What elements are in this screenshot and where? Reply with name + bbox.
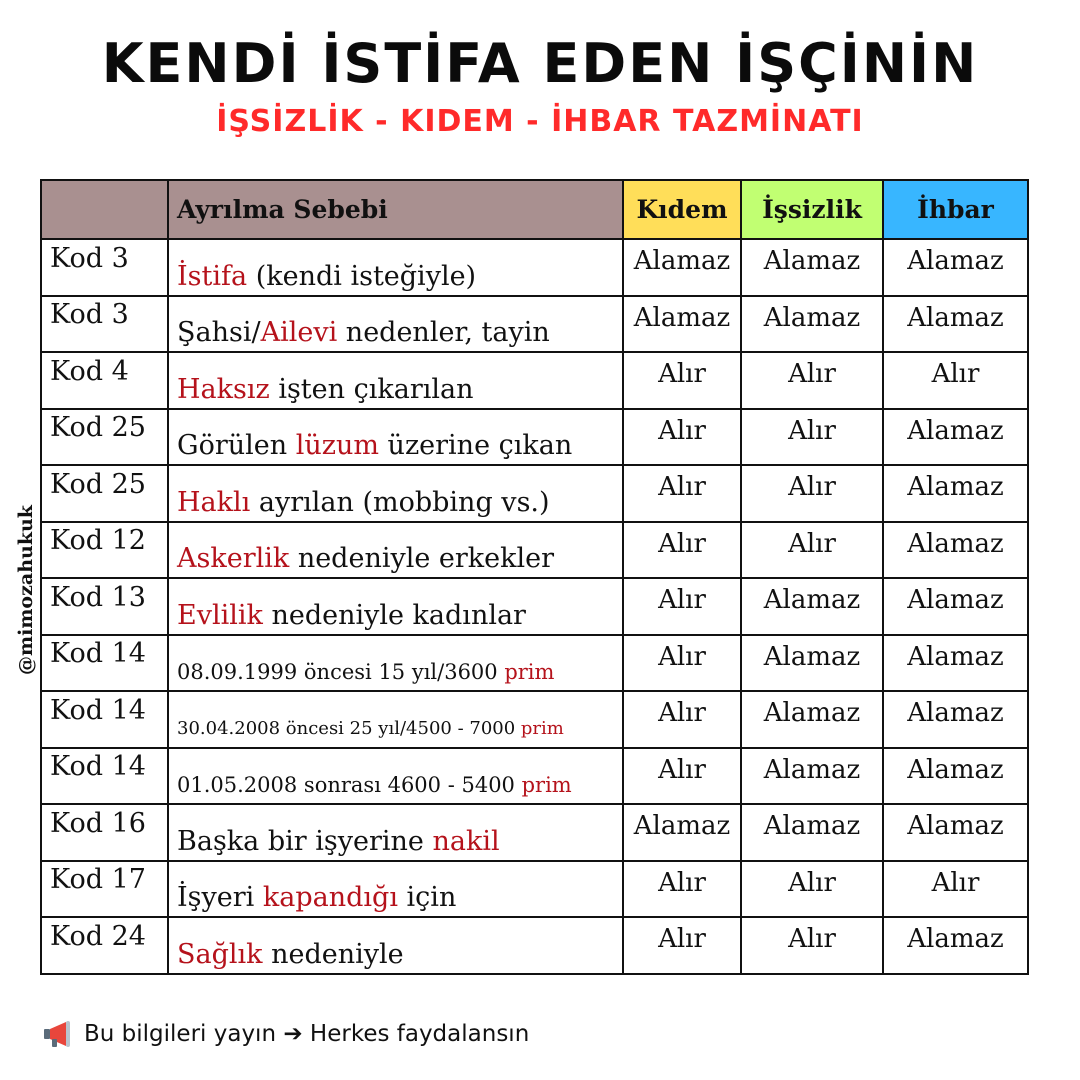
table-row bbox=[41, 578, 1028, 635]
reason-highlight: Askerlik bbox=[177, 543, 290, 575]
row-kidem: Alır bbox=[623, 578, 741, 635]
row-kod: Kod 25 bbox=[41, 465, 168, 522]
reason-text-post: için bbox=[397, 882, 457, 914]
table-row bbox=[41, 691, 1028, 748]
row-reason bbox=[168, 917, 623, 974]
row-kod: Kod 14 bbox=[41, 748, 168, 805]
row-ihbar: Alamaz bbox=[883, 578, 1028, 635]
side-handle: @mimozahukuk bbox=[15, 505, 37, 675]
row-issizlik: Alamaz bbox=[741, 578, 883, 635]
row-kod: Kod 14 bbox=[41, 691, 168, 748]
row-reason bbox=[168, 465, 623, 522]
row-kidem: Alır bbox=[623, 748, 741, 805]
row-reason bbox=[168, 409, 623, 466]
row-issizlik: Alamaz bbox=[741, 691, 883, 748]
row-kidem: Alır bbox=[623, 522, 741, 579]
table-row bbox=[41, 522, 1028, 579]
reason-text-pre: Şahsi/ bbox=[177, 317, 261, 349]
table-row bbox=[41, 635, 1028, 692]
reason-highlight: nakil bbox=[432, 825, 500, 857]
reason-highlight: Sağlık bbox=[177, 938, 263, 970]
row-ihbar: Alamaz bbox=[883, 409, 1028, 466]
row-ihbar: Alır bbox=[883, 861, 1028, 918]
row-issizlik: Alır bbox=[741, 522, 883, 579]
reason-text-post: üzerine çıkan bbox=[378, 430, 573, 462]
row-kod: Kod 25 bbox=[41, 409, 168, 466]
row-issizlik: Alır bbox=[741, 917, 883, 974]
megaphone-icon bbox=[42, 1020, 76, 1048]
row-kod: Kod 12 bbox=[41, 522, 168, 579]
row-ihbar: Alamaz bbox=[883, 804, 1028, 861]
row-reason bbox=[168, 691, 623, 748]
reason-text-post: nedeniyle kadınlar bbox=[262, 599, 526, 631]
row-issizlik: Alır bbox=[741, 861, 883, 918]
reason-highlight: prim bbox=[520, 717, 564, 739]
row-kod: Kod 16 bbox=[41, 804, 168, 861]
row-kod: Kod 3 bbox=[41, 239, 168, 296]
table-row bbox=[41, 748, 1028, 805]
row-reason bbox=[168, 748, 623, 805]
reason-text-post: ayrılan (mobbing vs.) bbox=[250, 486, 550, 518]
row-kidem: Alır bbox=[623, 352, 741, 409]
row-reason bbox=[168, 239, 623, 296]
reason-text-pre: 08.09.1999 öncesi 15 yıl/3600 bbox=[177, 659, 505, 684]
row-issizlik: Alır bbox=[741, 409, 883, 466]
row-reason bbox=[168, 522, 623, 579]
reason-highlight: Evlilik bbox=[177, 599, 263, 631]
row-issizlik: Alamaz bbox=[741, 748, 883, 805]
row-issizlik: Alır bbox=[741, 465, 883, 522]
table-header-row bbox=[41, 180, 1028, 239]
reason-text-pre: İşyeri bbox=[177, 882, 263, 914]
row-kidem: Alamaz bbox=[623, 296, 741, 353]
row-issizlik: Alamaz bbox=[741, 635, 883, 692]
reason-highlight: Haklı bbox=[177, 486, 251, 518]
row-kidem: Alır bbox=[623, 409, 741, 466]
page-subtitle: İŞSİZLİK - KIDEM - İHBAR TAZMİNATI bbox=[216, 104, 864, 139]
reason-text-post: nedenler, tayin bbox=[337, 317, 550, 349]
row-kidem: Alamaz bbox=[623, 804, 741, 861]
footer-text: Bu bilgileri yayın ➔ Herkes faydalansın bbox=[84, 1021, 530, 1047]
table-row bbox=[41, 861, 1028, 918]
table-row bbox=[41, 239, 1028, 296]
row-kidem: Alır bbox=[623, 917, 741, 974]
row-ihbar: Alamaz bbox=[883, 522, 1028, 579]
row-reason bbox=[168, 296, 623, 353]
table-row bbox=[41, 296, 1028, 353]
row-kod: Kod 24 bbox=[41, 917, 168, 974]
row-reason bbox=[168, 804, 623, 861]
row-ihbar: Alamaz bbox=[883, 691, 1028, 748]
row-reason bbox=[168, 861, 623, 918]
table-body bbox=[41, 239, 1028, 974]
reason-text-post: nedeniyle erkekler bbox=[289, 543, 555, 575]
reason-text-pre: Başka bir işyerine bbox=[177, 825, 433, 857]
reason-text-post: işten çıkarılan bbox=[269, 373, 474, 405]
row-reason bbox=[168, 635, 623, 692]
table-row bbox=[41, 804, 1028, 861]
table-row bbox=[41, 352, 1028, 409]
row-kidem: Alır bbox=[623, 635, 741, 692]
row-issizlik: Alamaz bbox=[741, 239, 883, 296]
row-ihbar: Alamaz bbox=[883, 635, 1028, 692]
row-ihbar: Alır bbox=[883, 352, 1028, 409]
reason-highlight: prim bbox=[504, 659, 555, 684]
table-row bbox=[41, 409, 1028, 466]
header-ihbar: İhbar bbox=[883, 180, 1028, 239]
reason-text-pre: 01.05.2008 sonrası 4600 - 5400 bbox=[177, 772, 522, 797]
reason-highlight: kapandığı bbox=[262, 882, 398, 914]
row-kod: Kod 17 bbox=[41, 861, 168, 918]
table-row bbox=[41, 465, 1028, 522]
page-title: KENDİ İSTİFA EDEN İŞÇİNİN bbox=[101, 32, 979, 95]
row-kidem: Alır bbox=[623, 691, 741, 748]
row-kidem: Alır bbox=[623, 465, 741, 522]
reason-highlight: lüzum bbox=[295, 430, 379, 462]
header-kod bbox=[41, 180, 168, 239]
compensation-table bbox=[40, 179, 1029, 975]
reason-text-post: (kendi isteğiyle) bbox=[247, 260, 477, 292]
row-kidem: Alır bbox=[623, 861, 741, 918]
row-kod: Kod 3 bbox=[41, 296, 168, 353]
reason-highlight: Ailevi bbox=[260, 317, 338, 349]
row-kod: Kod 4 bbox=[41, 352, 168, 409]
reason-text-pre: Görülen bbox=[177, 430, 296, 462]
reason-highlight: Haksız bbox=[177, 373, 270, 405]
header-issizlik: İşsizlik bbox=[741, 180, 883, 239]
row-reason bbox=[168, 352, 623, 409]
row-kod: Kod 13 bbox=[41, 578, 168, 635]
row-ihbar: Alamaz bbox=[883, 296, 1028, 353]
row-kod: Kod 14 bbox=[41, 635, 168, 692]
row-issizlik: Alamaz bbox=[741, 296, 883, 353]
table-row bbox=[41, 917, 1028, 974]
header-reason: Ayrılma Sebebi bbox=[168, 180, 623, 239]
reason-highlight: İstifa bbox=[177, 260, 248, 292]
row-issizlik: Alır bbox=[741, 352, 883, 409]
reason-text-pre: 30.04.2008 öncesi 25 yıl/4500 - 7000 bbox=[177, 717, 521, 739]
row-ihbar: Alamaz bbox=[883, 748, 1028, 805]
header-kidem: Kıdem bbox=[623, 180, 741, 239]
row-ihbar: Alamaz bbox=[883, 465, 1028, 522]
reason-highlight: prim bbox=[521, 772, 572, 797]
row-ihbar: Alamaz bbox=[883, 239, 1028, 296]
footer bbox=[42, 1020, 529, 1048]
row-issizlik: Alamaz bbox=[741, 804, 883, 861]
row-ihbar: Alamaz bbox=[883, 917, 1028, 974]
row-kidem: Alamaz bbox=[623, 239, 741, 296]
reason-text-post: nedeniyle bbox=[262, 938, 404, 970]
row-reason bbox=[168, 578, 623, 635]
